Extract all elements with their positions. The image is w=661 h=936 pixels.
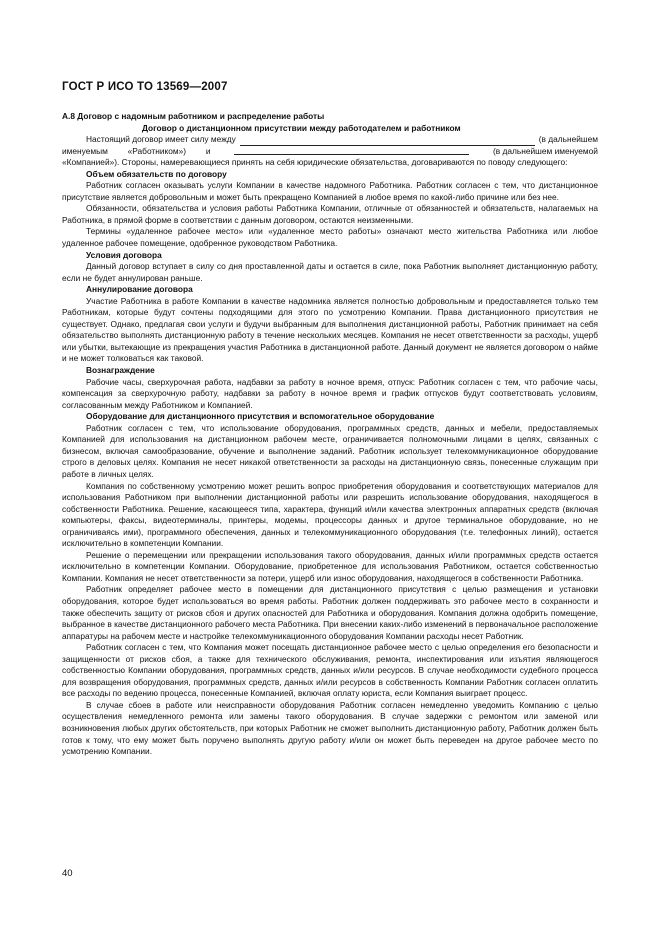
clause-paragraph: Данный договор вступает в силу со дня проставленной даты и остается в силе, пока Работник выполняет дистанционную работу, если не будет аннулирован раньше. (62, 261, 598, 283)
standard-header: ГОСТ Р ИСО ТО 13569—2007 (62, 81, 228, 93)
clause-heading: Оборудование для дистанционного присутствия и вспомогательное оборудование (86, 411, 435, 422)
clause-heading: Условия договора (86, 249, 162, 260)
clause-paragraph: В случае сбоев в работе или неисправности оборудования Работник согласен немедленно уведомить Компанию с целью осуществления немедленного ремонта или замены такого оборудования. В случае задержки с ремонтом или заменой или возникновения любых других обстоятельств, при которых Работник не сможет выполнить дистанционную работу, Работник должен быть готов к тому, что ему может быть поручено выполнять другую работу и/или он может быть переведен на другое рабочее место по усмотрению Компании. (62, 699, 598, 757)
preamble-text-start: Настоящий договор имеет силу между (86, 134, 236, 145)
clause-paragraph: Работник определяет рабочее место в помещении для дистанционного присутствия с целью размещения и установки оборудования, которое будет использоваться во время работы. Работник должен поддерживать это рабочее место в сохранности и также обеспечить защиту от рисков сбоя и других опасностей для Работника и оборудования. Компания должна одобрить помещение, выбранное в качестве дистанционного рабочего места Работника. При внесении каких-либо изменений в первоначальное расположение аппаратуры на рабочем месте и настройке телекоммуникационного оборудования Компании расходы несет Работник. (62, 584, 598, 641)
clause-paragraph: Компания по собственному усмотрению может решить вопрос приобретения оборудования и соответствующих материалов для использования Работником при выполнении дистанционной работы или разрешить использование оборудования, находящегося в собственности Работника. Решение, касающееся типа, характера, функций и/или качества электронных аппаратных средств (включая компьютеры, факсы, видеотерминалы, принтеры, модемы, процессоры данных и другое терминальное оборудование, но не ограничиваясь ими), программного обеспечения, данных и телекоммуникационного оборудования (т.е. телефонных линий), остается исключительно в компетенции Компании. (62, 480, 598, 549)
employee-name-blank[interactable] (240, 137, 535, 146)
contract-clauses (62, 169, 598, 758)
clause-paragraph: Рабочие часы, сверхурочная работа, надбавки за работу в ночное время, отпуск: Работник согласен с тем, что рабочие часы, компенсация за сверхурочную работу, надбавки за работу в ночное время и график отпусков будут соответствовать условиям, согласованным между Работником и Компанией. (62, 376, 598, 410)
preamble-word-b: «Работником») (127, 145, 187, 156)
section-title: А.8 Договор с надомным работником и распределение работы (62, 111, 325, 121)
clause-heading: Аннулирование договора (86, 284, 193, 295)
company-name-blank[interactable] (234, 146, 469, 155)
section-subtitle: Договор о дистанционном присутствии между работодателем и работником (142, 122, 461, 133)
clause-paragraph: Работник согласен оказывать услуги Компании в качестве надомного Работника. Работник согласен с тем, что дистанционное присутствие является добровольным и может быть прекращено Компанией в любое время по какой-либо причине или без нее. (62, 180, 598, 202)
preamble-word-a: именуемым (62, 145, 108, 156)
clause-heading: Объем обязательств по договору (86, 168, 227, 179)
preamble-line-2 (62, 146, 598, 158)
preamble-word-c: и (205, 145, 211, 156)
page-number: 40 (62, 868, 73, 879)
clause-paragraph: Решение о перемещении или прекращении использования такого оборудования, данных и/или программных средств остается исключительно в компетенции Компании. Оборудование, приобретенное для использования Работником, остается собственностью Компании. Компания не несет ответственности за потери, ущерб или износ оборудования, находящегося в собственности Работника. (62, 549, 598, 583)
clause-paragraph: Работник согласен с тем, что Компания может посещать дистанционное рабочее место с целью определения его безопасности и защищенности от рисков сбоя, а также для технического обслуживания, ремонта, инспектирования или изъятия являющегося собственностью Компании оборудования, программных средств, данных и/или ресурсов. В случае необходимости судебного процесса для возвращения оборудования, программных средств, данных и/или ресурсов в собственность Компании Работник согласен оплатить все расходы по ведению процесса, понесенные Компанией, включая оплату юриста, если Компания выиграет процесс. (62, 642, 598, 699)
document-body (62, 111, 598, 758)
clause-paragraph: Обязанности, обязательства и условия работы Работника Компании, отличные от обязанностей и обязательств, налагаемых на Работника, в прямой форме в соответствии с данным договором, остаются неизменными. (62, 203, 598, 225)
clause-heading: Вознаграждение (86, 365, 155, 376)
clause-paragraph: Участие Работника в работе Компании в качестве надомника является полностью добровольным и предоставляется только тем Работникам, которые будут сочтены подходящими для этого по усмотрению Компании. Права дистанционного присутствия не существует. Однако, предлагая свои услуги и будучи выбранным для выполнения дистанционной работы, Работник принимает на себя обязательство выполнять дистанционную работу в течение нескольких месяцев. Компания не несет ответственности за расходы, ущерб или убытки, вытекающие из прекращения участия Работника в дистанционной работе. Данный документ не является договором о найме и не может толковаться как таковой. (62, 295, 598, 364)
clause-paragraph: Термины «удаленное рабочее место» или «удаленное место работы» означают место жительства Работника или любое удаленное рабочее помещение, одобренное руководством Работника. (62, 226, 598, 249)
preamble-rest: «Компанией»). Стороны, намеревающиеся принять на себя юридические обязательства, договариваются по поводу следующего: (62, 157, 568, 168)
preamble-line-1 (62, 134, 598, 146)
preamble-word-d: (в дальнейшем именуемой (493, 145, 598, 156)
preamble-text-end: (в дальнейшем (538, 134, 598, 145)
clause-paragraph: Работник согласен с тем, что использование оборудования, программных средств, данных и мебели, предоставляемых Компанией для использования на дистанционном рабочем месте, ограничивается полномочными лицами в целях, связанных с бизнесом, включая самообразование, обучение и выполнение заданий. Работник использует телекоммуникационное оборудование строго в деловых целях. Компания не несет никакой ответственности за расходы на дистанционную связь, понесенные служащим при работе в личных целях. (62, 422, 598, 479)
